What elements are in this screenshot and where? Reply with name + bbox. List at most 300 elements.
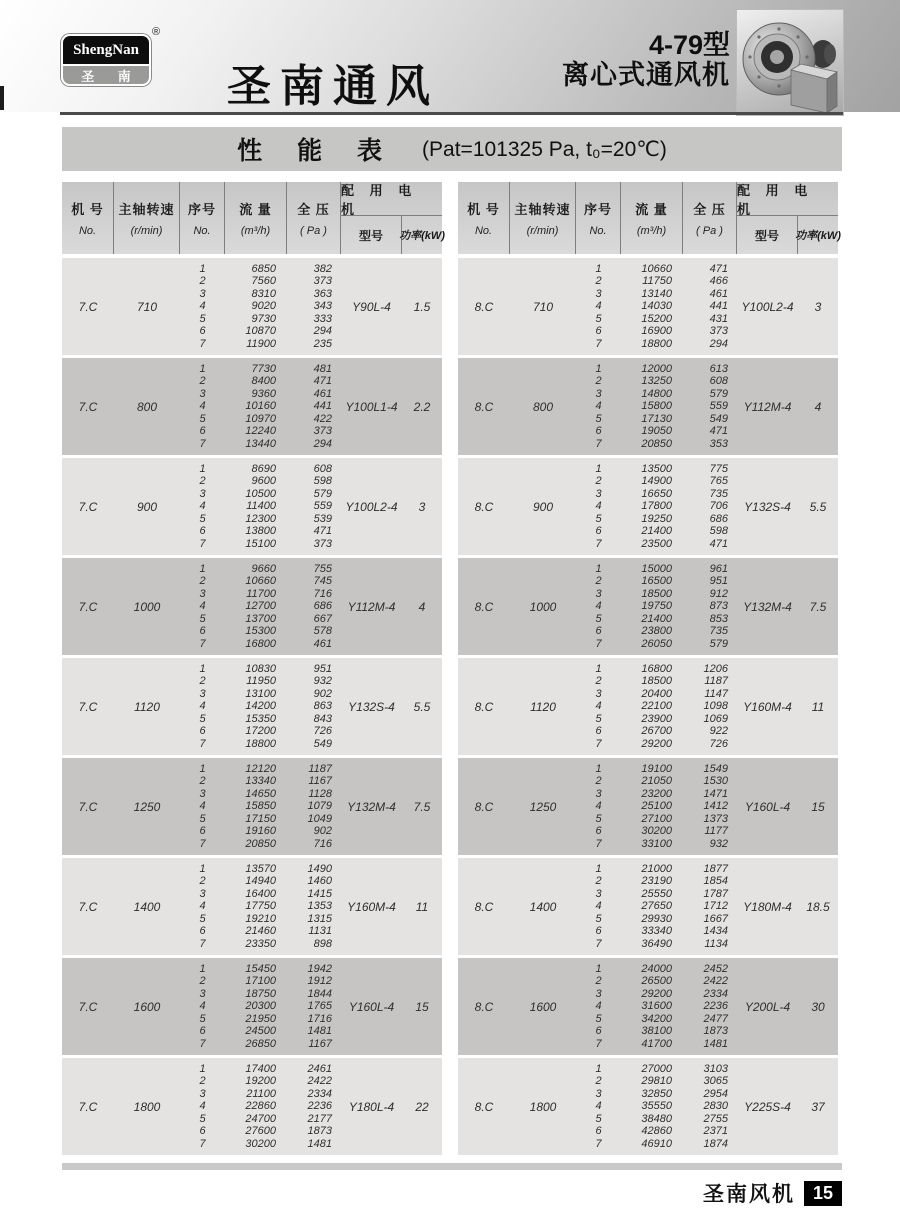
motor-model-value: Y90L-4: [352, 299, 391, 314]
pressure-value: 466: [709, 275, 728, 288]
operating-point-row: [576, 763, 737, 775]
operating-point-row: [576, 1125, 737, 1137]
motor-power-value: 18.5: [806, 899, 830, 914]
operating-point-row: [180, 688, 341, 700]
seq-no-value: 4: [199, 800, 206, 813]
pressure-value: 726: [709, 737, 728, 750]
flow-value: 24000: [641, 963, 672, 976]
operating-point-row: [576, 563, 737, 575]
flow-value: 17200: [245, 725, 276, 738]
table-body-left: [62, 258, 442, 1155]
operating-point-row: [576, 313, 737, 325]
model-designation: [480, 30, 730, 90]
pressure-value: 2236: [307, 1100, 332, 1113]
operating-point-row: [576, 575, 737, 587]
shaft-speed-value: 1250: [133, 799, 161, 814]
operating-point-row: [180, 938, 341, 950]
operating-point-row: [576, 888, 737, 900]
seq-no-value: 7: [595, 1137, 602, 1150]
pressure-value: 1147: [704, 687, 728, 700]
pressure-value: 579: [709, 637, 728, 650]
col-unit: (m³/h): [636, 225, 667, 237]
pressure-value: 1415: [307, 887, 332, 900]
footer-brand: 圣南风机: [702, 1183, 795, 1206]
seq-no-value: 4: [199, 300, 206, 313]
motor-power-value: 11: [811, 699, 825, 714]
flow-value: 27100: [641, 812, 672, 825]
pressure-value: 1128: [308, 787, 332, 800]
col-unit: (r/min): [130, 225, 163, 237]
pressure-value: 961: [709, 563, 728, 576]
operating-point-row: [576, 588, 737, 600]
operating-point-row: [180, 1125, 341, 1137]
operating-point-row: [576, 863, 737, 875]
operating-point-row: [180, 463, 341, 475]
seq-no-value: 7: [595, 637, 602, 650]
pressure-value: 686: [313, 600, 332, 613]
flow-value: 19750: [641, 600, 672, 613]
seq-no-value: 2: [199, 1075, 206, 1088]
operating-point-row: [180, 788, 341, 800]
flow-value: 7730: [251, 363, 276, 376]
flow-value: 16650: [641, 487, 672, 500]
motor-power-value: 5.5: [413, 699, 431, 714]
seq-no-value: 5: [595, 812, 602, 825]
motor-power-value: 22: [415, 1099, 429, 1114]
seq-no-value: 7: [595, 937, 602, 950]
flow-value: 23200: [641, 787, 672, 800]
operating-point-row: [180, 500, 341, 512]
col-machine-no: [62, 182, 114, 254]
speed-group-row: [458, 458, 838, 555]
flow-value: 16400: [245, 887, 276, 900]
seq-no-value: 6: [199, 1125, 206, 1138]
motor-power-value: 3: [418, 499, 426, 514]
flow-value: 13140: [641, 287, 672, 300]
motor-power-value: 7.5: [809, 599, 827, 614]
flow-value: 15350: [245, 712, 276, 725]
operating-points: [180, 763, 341, 850]
pressure-value: 333: [313, 312, 332, 325]
machine-no-value: 8.C: [474, 499, 494, 514]
performance-table-right: [458, 182, 841, 1158]
speed-group-row: [62, 758, 442, 855]
col-label: 机 号: [467, 202, 500, 217]
pressure-value: 686: [709, 512, 728, 525]
pressure-value: 471: [709, 263, 728, 276]
flow-value: 15450: [245, 963, 276, 976]
operating-point-row: [180, 1000, 341, 1012]
seq-no-value: 2: [595, 475, 602, 488]
pressure-value: 898: [313, 937, 332, 950]
flow-value: 27600: [245, 1125, 276, 1138]
seq-no-value: 4: [595, 900, 602, 913]
seq-no-value: 1: [199, 363, 206, 376]
operating-point-row: [180, 775, 341, 787]
flow-value: 13570: [245, 863, 276, 876]
seq-no-value: 3: [595, 1087, 602, 1100]
operating-point-row: [180, 300, 341, 312]
operating-points: [180, 663, 341, 750]
motor-model-value: Y112M-4: [347, 599, 396, 614]
flow-value: 8310: [251, 287, 276, 300]
seq-no-value: 4: [199, 600, 206, 613]
flow-value: 14940: [245, 875, 276, 888]
seq-no-value: 4: [199, 900, 206, 913]
speed-group-row: [62, 958, 442, 1055]
pressure-value: 1434: [703, 925, 728, 938]
operating-point-row: [180, 325, 341, 337]
pressure-value: 363: [313, 287, 332, 300]
operating-point-row: [576, 663, 737, 675]
seq-no-value: 5: [199, 912, 206, 925]
pressure-value: 578: [313, 625, 332, 638]
pressure-value: 235: [313, 337, 332, 350]
flow-value: 29200: [641, 987, 672, 1000]
pressure-value: 775: [709, 463, 728, 476]
operating-point-row: [576, 375, 737, 387]
pressure-value: 2452: [703, 963, 728, 976]
flow-value: 21460: [245, 925, 276, 938]
seq-no-value: 6: [199, 325, 206, 338]
flow-value: 18750: [245, 987, 276, 1000]
speed-group-row: [62, 258, 442, 355]
col-label: 机 号: [71, 202, 104, 217]
seq-no-value: 3: [199, 287, 206, 300]
flow-value: 26700: [641, 725, 672, 738]
operating-point-row: [576, 275, 737, 287]
seq-no-value: 2: [199, 975, 206, 988]
flow-value: 16800: [245, 637, 276, 650]
pressure-value: 471: [313, 375, 332, 388]
seq-no-value: 2: [595, 275, 602, 288]
operating-point-row: [180, 838, 341, 850]
flow-value: 13100: [245, 687, 276, 700]
seq-no-value: 4: [199, 1000, 206, 1013]
flow-value: 41700: [641, 1037, 672, 1050]
operating-point-row: [576, 1075, 737, 1087]
operating-points: [180, 463, 341, 550]
seq-no-value: 1: [199, 963, 206, 976]
operating-point-row: [576, 325, 737, 337]
table-header: [458, 182, 841, 254]
pressure-value: 873: [709, 600, 728, 613]
pressure-value: 373: [313, 275, 332, 288]
operating-point-row: [576, 925, 737, 937]
flow-value: 11750: [642, 275, 672, 288]
col-flow: [225, 182, 287, 254]
operating-point-row: [180, 913, 341, 925]
motor-model-value: Y132M-4: [743, 599, 792, 614]
operating-point-row: [180, 413, 341, 425]
speed-group-row: [458, 558, 838, 655]
pressure-value: 373: [313, 537, 332, 550]
seq-no-value: 5: [595, 1112, 602, 1125]
pressure-value: 1460: [307, 875, 332, 888]
motor-power-value: 3: [814, 299, 822, 314]
fan-product-photo: [737, 10, 843, 115]
operating-point-row: [180, 363, 341, 375]
operating-point-row: [180, 875, 341, 887]
flow-value: 23900: [641, 712, 672, 725]
col-unit: No.: [589, 225, 607, 237]
operating-point-row: [576, 913, 737, 925]
seq-no-value: 6: [199, 625, 206, 638]
seq-no-value: 6: [199, 825, 206, 838]
pressure-value: 431: [709, 312, 728, 325]
operating-point-row: [576, 800, 737, 812]
seq-no-value: 2: [595, 875, 602, 888]
motor-model-value: Y160L-4: [348, 999, 395, 1014]
flow-value: 23190: [641, 875, 672, 888]
operating-point-row: [180, 438, 341, 450]
operating-points: [576, 563, 737, 650]
operating-point-row: [180, 888, 341, 900]
operating-point-row: [180, 900, 341, 912]
page-edge-mark: [0, 86, 4, 110]
operating-point-row: [180, 700, 341, 712]
flow-value: 15850: [245, 800, 276, 813]
speed-group-row: [458, 858, 838, 955]
seq-no-value: 1: [595, 563, 602, 576]
seq-no-value: 3: [199, 1087, 206, 1100]
col-label: 功率(kW): [399, 230, 445, 242]
motor-power-value: 15: [811, 799, 825, 814]
operating-point-row: [576, 525, 737, 537]
flow-value: 11400: [246, 500, 276, 513]
operating-point-row: [180, 738, 341, 750]
operating-point-row: [180, 713, 341, 725]
pressure-value: 863: [313, 700, 332, 713]
operating-point-row: [576, 538, 737, 550]
seq-no-value: 1: [595, 663, 602, 676]
seq-no-value: 1: [595, 463, 602, 476]
footer-divider: [62, 1163, 842, 1170]
shaft-speed-value: 1400: [529, 899, 557, 914]
operating-point-row: [576, 625, 737, 637]
seq-no-value: 7: [199, 337, 206, 350]
operating-point-row: [576, 638, 737, 650]
pressure-value: 951: [313, 663, 332, 676]
flow-value: 19210: [245, 912, 276, 925]
flow-value: 17130: [641, 412, 672, 425]
flow-value: 21050: [641, 775, 672, 788]
flow-value: 11700: [246, 587, 276, 600]
seq-no-value: 6: [595, 1025, 602, 1038]
motor-group-label: 配 用 电 机: [341, 182, 442, 216]
seq-no-value: 7: [199, 1137, 206, 1150]
col-label: 主轴转速: [118, 202, 175, 217]
pressure-value: 716: [313, 837, 332, 850]
speed-group-row: [458, 358, 838, 455]
operating-point-row: [576, 413, 737, 425]
operating-point-row: [576, 900, 737, 912]
table-body-right: [458, 258, 838, 1155]
seq-no-value: 7: [199, 637, 206, 650]
flow-value: 14200: [245, 700, 276, 713]
footer: [703, 1178, 842, 1208]
col-pressure: [683, 182, 737, 254]
flow-value: 29930: [641, 912, 672, 925]
pressure-value: 2422: [307, 1075, 332, 1088]
seq-no-value: 7: [199, 937, 206, 950]
pressure-value: 1373: [703, 812, 728, 825]
seq-no-value: 1: [595, 1063, 602, 1076]
seq-no-value: 4: [199, 400, 206, 413]
pressure-value: 2954: [703, 1087, 728, 1100]
operating-point-row: [576, 1138, 737, 1150]
col-unit: (r/min): [526, 225, 559, 237]
col-label: 型号: [754, 228, 779, 243]
shaft-speed-value: 1120: [530, 699, 556, 714]
operating-point-row: [576, 1000, 737, 1012]
operating-points: [180, 963, 341, 1050]
speed-group-row: [458, 758, 838, 855]
shaft-speed-value: 1000: [133, 599, 161, 614]
operating-point-row: [576, 613, 737, 625]
seq-no-value: 3: [595, 587, 602, 600]
pressure-value: 294: [709, 337, 728, 350]
motor-group-label: 配 用 电 机: [737, 182, 838, 216]
motor-model-value: Y200L-4: [744, 999, 791, 1014]
motor-model-value: Y160M-4: [743, 699, 792, 714]
operating-point-row: [180, 863, 341, 875]
pressure-value: 1167: [308, 775, 332, 788]
seq-no-value: 5: [595, 512, 602, 525]
flow-value: 18500: [641, 675, 672, 688]
operating-point-row: [576, 425, 737, 437]
seq-no-value: 4: [595, 500, 602, 513]
operating-point-row: [180, 925, 341, 937]
pressure-value: 1079: [307, 800, 332, 813]
operating-point-row: [180, 763, 341, 775]
col-label: 型号: [358, 228, 383, 243]
flow-value: 8400: [251, 375, 276, 388]
header-divider: [60, 112, 843, 115]
operating-point-row: [180, 388, 341, 400]
seq-no-value: 3: [199, 587, 206, 600]
pressure-value: 1490: [307, 863, 332, 876]
col-flow: [621, 182, 683, 254]
pressure-value: 1912: [307, 975, 332, 988]
seq-no-value: 3: [199, 887, 206, 900]
motor-power-value: 1.5: [413, 299, 431, 314]
flow-value: 14900: [641, 475, 672, 488]
col-label: 序号: [187, 202, 216, 217]
seq-no-value: 7: [199, 1037, 206, 1050]
pressure-value: 922: [709, 725, 728, 738]
pressure-value: 549: [313, 737, 332, 750]
motor-model-value: Y112M-4: [743, 399, 792, 414]
seq-no-value: 6: [595, 1125, 602, 1138]
flow-value: 12000: [641, 363, 672, 376]
machine-no-value: 7.C: [78, 999, 98, 1014]
flow-value: 33100: [641, 837, 672, 850]
operating-point-row: [180, 313, 341, 325]
seq-no-value: 1: [199, 763, 206, 776]
operating-point-row: [180, 1013, 341, 1025]
pressure-value: 1530: [703, 775, 728, 788]
operating-point-row: [576, 813, 737, 825]
seq-no-value: 5: [199, 312, 206, 325]
seq-no-value: 7: [199, 437, 206, 450]
operating-point-row: [576, 938, 737, 950]
seq-no-value: 3: [595, 387, 602, 400]
page-title: 圣南通风: [227, 62, 439, 111]
pressure-value: 2236: [703, 1000, 728, 1013]
model-series: 4-79型: [648, 30, 730, 60]
pressure-value: 353: [709, 437, 728, 450]
pressure-value: 1942: [307, 963, 332, 976]
flow-value: 30200: [245, 1137, 276, 1150]
pressure-value: 1874: [703, 1137, 728, 1150]
pressure-value: 294: [313, 325, 332, 338]
brand-logo: [61, 34, 151, 86]
seq-no-value: 6: [595, 625, 602, 638]
pressure-value: 2371: [703, 1125, 728, 1138]
pressure-value: 539: [313, 512, 332, 525]
flow-value: 12240: [245, 425, 276, 438]
col-motor-model: [341, 216, 402, 254]
operating-point-row: [576, 700, 737, 712]
operating-point-row: [180, 725, 341, 737]
seq-no-value: 2: [595, 675, 602, 688]
seq-no-value: 4: [595, 400, 602, 413]
operating-point-row: [576, 875, 737, 887]
motor-power-value: 4: [418, 599, 426, 614]
seq-no-value: 2: [199, 375, 206, 388]
pressure-value: 382: [313, 263, 332, 276]
pressure-value: 471: [709, 537, 728, 550]
seq-no-value: 2: [199, 775, 206, 788]
flow-value: 26050: [641, 637, 672, 650]
pressure-value: 735: [709, 487, 728, 500]
motor-model-value: Y180M-4: [743, 899, 792, 914]
operating-point-row: [180, 538, 341, 550]
operating-point-row: [576, 475, 737, 487]
speed-group-row: [458, 958, 838, 1055]
flow-value: 23800: [641, 625, 672, 638]
shaft-speed-value: 1250: [529, 799, 557, 814]
flow-value: 15100: [245, 537, 276, 550]
motor-model-value: Y132S-4: [744, 499, 791, 514]
seq-no-value: 3: [199, 387, 206, 400]
seq-no-value: 4: [595, 800, 602, 813]
pressure-value: 608: [709, 375, 728, 388]
operating-point-row: [576, 1038, 737, 1050]
flow-value: 31600: [641, 1000, 672, 1013]
seq-no-value: 3: [595, 687, 602, 700]
motor-model-value: Y100L2-4: [345, 499, 398, 514]
pressure-value: 2830: [703, 1100, 728, 1113]
pressure-value: 598: [313, 475, 332, 488]
seq-no-value: 4: [595, 600, 602, 613]
pressure-value: 1353: [307, 900, 332, 913]
flow-value: 16900: [641, 325, 672, 338]
operating-point-row: [180, 988, 341, 1000]
pressure-value: 1206: [703, 663, 728, 676]
shaft-speed-value: 900: [532, 499, 554, 514]
machine-no-value: 7.C: [78, 1099, 98, 1114]
operating-point-row: [576, 675, 737, 687]
seq-no-value: 1: [199, 663, 206, 676]
operating-point-row: [576, 263, 737, 275]
flow-value: 17750: [245, 900, 276, 913]
operating-point-row: [576, 1063, 737, 1075]
seq-no-value: 5: [199, 1112, 206, 1125]
flow-value: 19160: [245, 825, 276, 838]
operating-points: [576, 863, 737, 950]
